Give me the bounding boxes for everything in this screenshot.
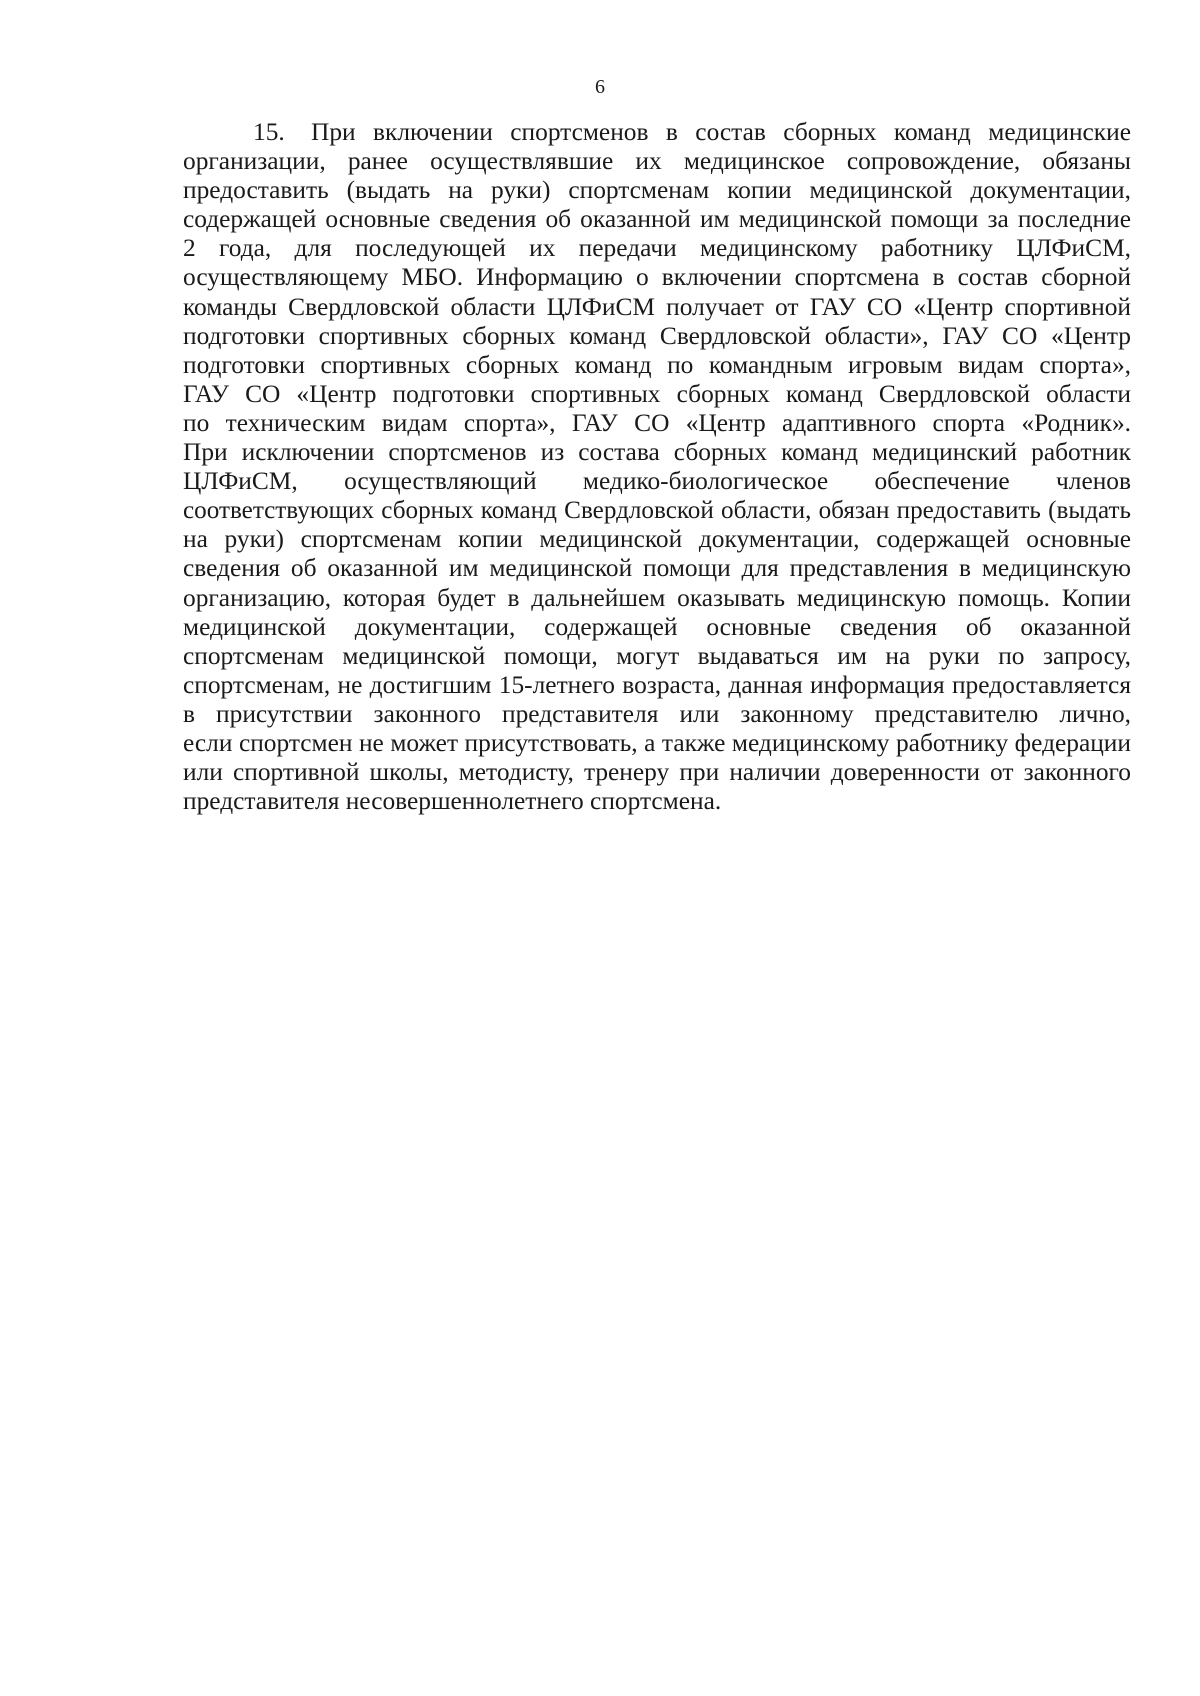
paragraph-line-text: При включении спортсменов в состав сборных команд медицинские <box>311 118 1131 146</box>
paragraph-line: ЦЛФиСМ, осуществляющий медико-биологическое обеспечение членов <box>183 467 1131 496</box>
paragraph-line: организацию, которая будет в дальнейшем оказывать медицинскую помощь. Копии <box>183 583 1131 612</box>
paragraph-line: подготовки спортивных сборных команд Свердловской области», ГАУ СО «Центр <box>183 321 1131 350</box>
paragraph-line: организации, ранее осуществлявшие их медицинское сопровождение, обязаны <box>183 147 1131 176</box>
document-body <box>183 118 1131 816</box>
paragraph-line: медицинской документации, содержащей основные сведения об оказанной <box>183 612 1131 641</box>
paragraph-line: При исключении спортсменов из состава сборных команд медицинский работник <box>183 438 1131 467</box>
paragraph-line: команды Свердловской области ЦЛФиСМ получает от ГАУ СО «Центр спортивной <box>183 292 1131 321</box>
paragraph-line: представителя несовершеннолетнего спортсмена. <box>183 787 722 816</box>
paragraph-line: содержащей основные сведения об оказанной им медицинской помощи за последние <box>183 205 1131 234</box>
paragraph-line: на руки) спортсменам копии медицинской документации, содержащей основные <box>183 525 1131 554</box>
paragraph-line: подготовки спортивных сборных команд по командным игровым видам спорта», <box>183 350 1131 379</box>
paragraph-15 <box>183 118 1131 816</box>
paragraph-line: спортсменам, не достигшим 15-летнего возраста, данная информация предоставляется <box>183 670 1131 699</box>
paragraph-line: предоставить (выдать на руки) спортсменам копии медицинской документации, <box>183 176 1131 205</box>
paragraph-line: соответствующих сборных команд Свердловской области, обязан предоставить (выдать <box>183 497 1131 525</box>
paragraph-line: 2 года, для последующей их передачи медицинскому работнику ЦЛФиСМ, <box>183 234 1131 263</box>
paragraph-line: спортсменам медицинской помощи, могут выдаваться им на руки по запросу, <box>183 641 1131 670</box>
paragraph-line: ГАУ СО «Центр подготовки спортивных сборных команд Свердловской области <box>183 379 1131 408</box>
paragraph-line: в присутствии законного представителя или законному представителю лично, <box>183 699 1131 728</box>
item-number: 15. <box>253 118 285 146</box>
paragraph-line: осуществляющему МБО. Информацию о включении спортсмена в состав сборной <box>183 263 1131 292</box>
paragraph-line: если спортсмен не может присутствовать, а также медицинскому работнику федерации <box>183 728 1131 757</box>
page-number: 6 <box>595 76 605 98</box>
paragraph-line <box>183 118 1131 147</box>
paragraph-line: по техническим видам спорта», ГАУ СО «Центр адаптивного спорта «Родник». <box>183 408 1131 437</box>
paragraph-line: или спортивной школы, методисту, тренеру при наличии доверенности от законного <box>183 758 1131 787</box>
paragraph-line: сведения об оказанной им медицинской помощи для представления в медицинскую <box>183 554 1131 583</box>
